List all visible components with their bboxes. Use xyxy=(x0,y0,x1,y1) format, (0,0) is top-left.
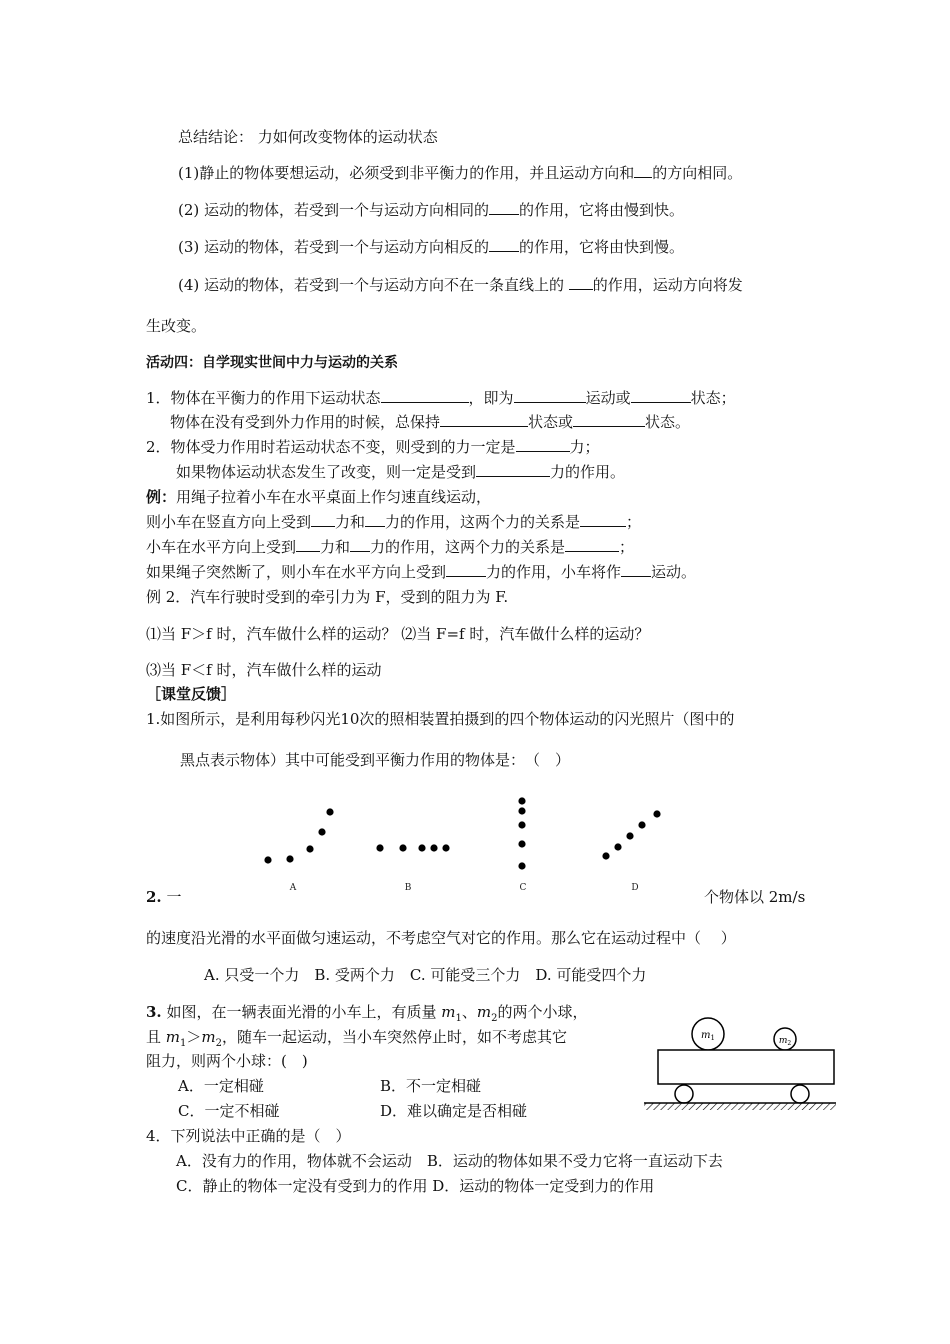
cart-figure xyxy=(640,1010,840,1114)
example-2: 例 2．汽车行驶时受到的牵引力为 F，受到的阻力为 F. xyxy=(146,588,509,606)
dots-a xyxy=(264,808,333,863)
question-2-start: 2. 一 xyxy=(146,888,182,906)
feedback-title: ［课堂反馈］ xyxy=(146,685,237,703)
summary-point-3: (3) 运动的物体，若受到一个与运动方向相反的 的作用，它将由快到慢。 xyxy=(178,238,685,256)
summary-heading: 总结结论： 力如何改变物体的运动状态 xyxy=(178,128,438,146)
figure-label-b: B xyxy=(404,883,412,893)
question-3-option-a: A．一定相碰 xyxy=(178,1077,264,1095)
question-3-option-d: D．难以确定是否相碰 xyxy=(380,1102,528,1120)
summary-point-1: (1)静止的物体要想运动，必须受到非平衡力的作用，并且运动方向和 的方向相同。 xyxy=(178,164,743,182)
question-3-option-c: C．一定不相碰 xyxy=(178,1102,280,1120)
summary-point-4: (4) 运动的物体，若受到一个与运动方向不在一条直线上的 的作用，运动方向将发 xyxy=(178,276,743,294)
cart-wheel-left xyxy=(675,1085,693,1103)
question-2-options: A. 只受一个力 B. 受两个力 C. 可能受三个力 D. 可能受四个力 xyxy=(204,966,647,984)
figure-label-d: D xyxy=(631,883,639,893)
dots-c xyxy=(518,797,525,869)
question-1-line-1: 1.如图所示，是利用每秒闪光10次的照相装置拍摄到的四个物体运动的闪光照片（图中的 xyxy=(146,710,735,728)
flash-photo-figure xyxy=(250,792,680,896)
question-3-line-1: 3. 如图，在一辆表面光滑的小车上，有质量 $m_1$、$m_2$的两个小球， xyxy=(146,1003,588,1024)
example-2-q12: ⑴当 F＞f 时，汽车做什么样的运动？ ⑵当 F=f 时，汽车做什么样的运动？ xyxy=(146,625,650,643)
question-4-options-ab: A．没有力的作用，物体就不会运动 B．运动的物体如果不受力它将一直运动下去 xyxy=(176,1152,723,1170)
question-3-line-3: 阻力，则两个小球：( ) xyxy=(146,1052,308,1070)
cart-wheel-right xyxy=(791,1085,809,1103)
activity-line-2: 物体在没有受到外力作用的时候，总保持 状态或 状态。 xyxy=(170,413,691,431)
question-2-right: 个物体以 2m/s xyxy=(704,888,806,906)
example-line-2: 则小车在竖直方向上受到 力和 力的作用，这两个力的关系是 ； xyxy=(146,513,642,531)
dots-b xyxy=(376,844,449,851)
summary-point-4-cont: 生改变。 xyxy=(146,317,207,335)
activity-line-3: 2．物体受力作用时若运动状态不变，则受到的力一定是 力； xyxy=(146,438,600,456)
question-1-line-2: 黑点表示物体）其中可能受到平衡力作用的物体是： （ ） xyxy=(180,751,571,769)
example-line-3: 小车在水平方向上受到 力和 力的作用，这两个力的关系是 ； xyxy=(146,538,635,556)
ball-m2-label: $m_2$ xyxy=(778,1036,792,1047)
question-3-line-2: 且 $m_1>m_2$，随车一起运动，当小车突然停止时，如不考虑其它 xyxy=(146,1028,568,1049)
summary-point-2: (2) 运动的物体，若受到一个与运动方向相同的 的作用，它将由慢到快。 xyxy=(178,201,685,219)
question-3-option-b: B．不一定相碰 xyxy=(380,1077,482,1095)
figure-label-a: A xyxy=(289,883,297,893)
example-line-1: 例：用绳子拉着小车在水平桌面上作匀速直线运动， xyxy=(146,488,492,506)
figure-label-c: C xyxy=(519,883,527,893)
example-2-q3: ⑶当 F＜f 时，汽车做什么样的运动 xyxy=(146,661,382,679)
question-4-stem: 4．下列说法中正确的是（ ） xyxy=(146,1127,351,1145)
dots-d xyxy=(602,810,660,859)
example-line-4: 如果绳子突然断了，则小车在水平方向上受到 力的作用，小车将作 运动。 xyxy=(146,563,697,581)
activity-line-4: 如果物体运动状态发生了改变，则一定是受到 力的作用。 xyxy=(176,463,626,481)
activity-title: 活动四：自学现实世间中力与运动的关系 xyxy=(146,355,398,371)
question-4-options-cd: C．静止的物体一定没有受到力的作用 D．运动的物体一定受到力的作用 xyxy=(176,1177,655,1195)
ground-hatch xyxy=(644,1103,836,1110)
cart-body xyxy=(658,1050,834,1084)
question-2-line-2: 的速度沿光滑的水平面做匀速运动，不考虑空气对它的作用。那么它在运动过程中（ ） xyxy=(146,929,736,947)
ball-m1-label: $m_1$ xyxy=(701,1030,715,1042)
activity-line-1: 1．物体在平衡力的作用下运动状态 ，即为 运动或 状态； xyxy=(146,389,736,407)
